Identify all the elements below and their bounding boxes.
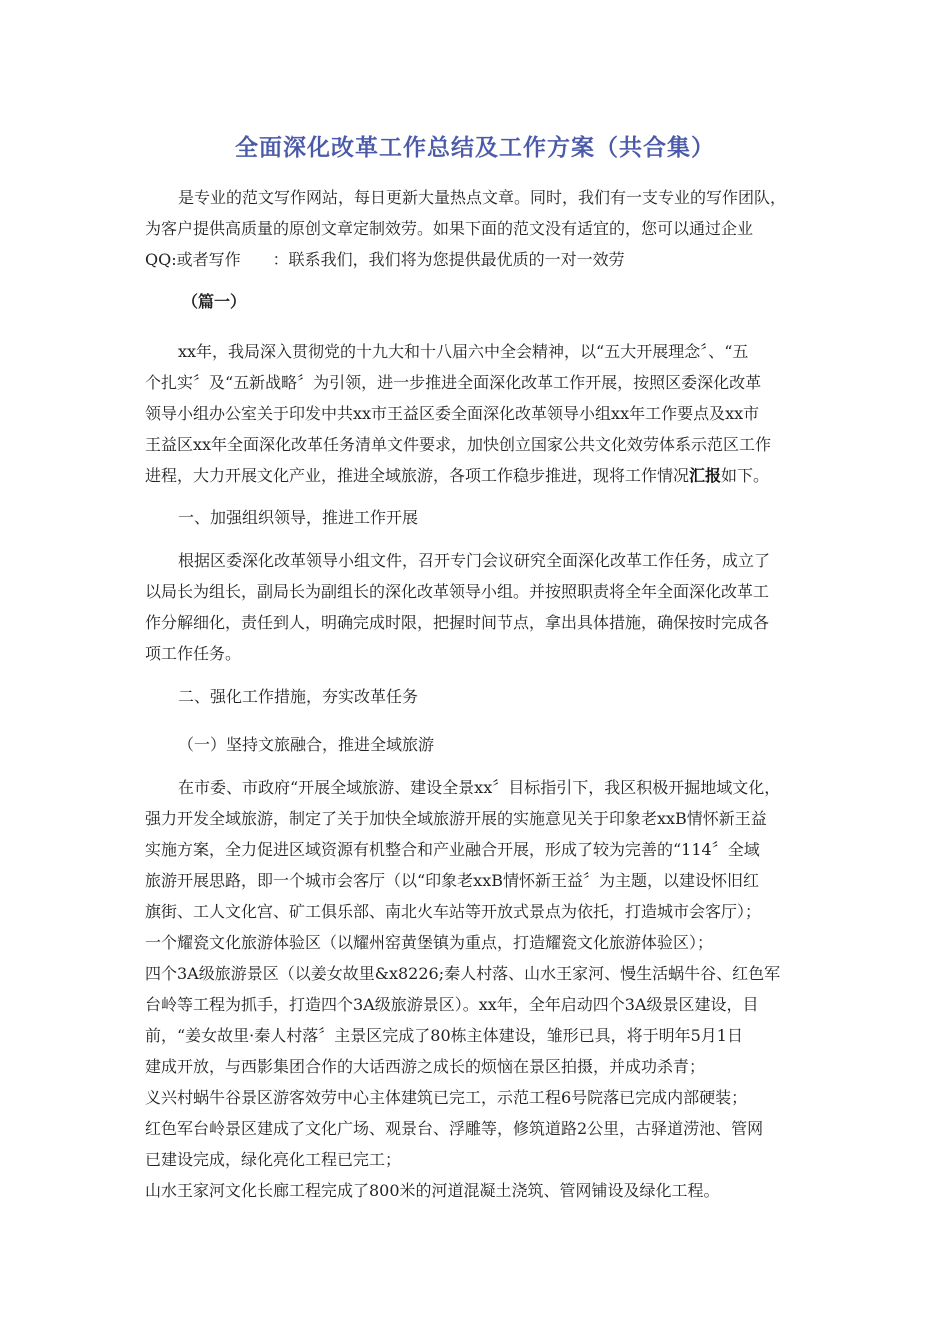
- paragraph-line: 四个3A级旅游景区（以姜女故里&x8226;秦人村落、山水王家河、慢生活蜗牛谷、红色军: [145, 964, 781, 983]
- intro-line: 为客户提供高质量的原创文章定制效劳。如果下面的范文没有适宜的，您可以通过企业: [145, 219, 754, 238]
- paragraph-line: 前，“姜女故里·秦人村落〞主景区完成了80栋主体建设，雏形已具，将于明年5月1日: [145, 1026, 743, 1045]
- paragraph-line: 旅游开展思路，即一个城市会客厅（以“印象老xxB情怀新王益〞为主题，以建设怀旧红: [145, 871, 759, 890]
- paragraph-line: 个扎实〞及“五新战略〞为引领，进一步推进全面深化改革工作开展，按照区委深化改革: [145, 373, 762, 392]
- paragraph-line: 以局长为组长，副局长为副组长的深化改革领导小组。并按照职责将全年全面深化改革工: [145, 582, 770, 601]
- intro-line: QQ:或者写作 ：联系我们，我们将为您提供最优质的一对一效劳: [145, 250, 625, 269]
- paragraph-line: 已建设完成，绿化亮化工程已完工；: [145, 1150, 402, 1169]
- section-heading: 二、强化工作措施，夯实改革任务: [178, 687, 419, 706]
- paragraph-text: 如下。: [721, 466, 770, 485]
- paragraph-text: 进程，大力开展文化产业，推进全域旅游，各项工作稳步推进，现将工作情况: [145, 466, 690, 485]
- highlighted-text: 汇报: [689, 466, 722, 485]
- intro-line: 是专业的范文写作网站，每日更新大量热点文章。同时，我们有一支专业的写作团队，: [178, 188, 787, 207]
- paragraph-line: 领导小组办公室关于印发中共xx市王益区委全面深化改革领导小组xx年工作要点及xx市: [145, 404, 760, 423]
- paragraph-line: [145, 464, 769, 488]
- paragraph-line: 根据区委深化改革领导小组文件，召开专门会议研究全面深化改革工作任务，成立了: [178, 551, 771, 570]
- paragraph-line: 作分解细化，责任到人，明确完成时限，把握时间节点，拿出具体措施，确保按时完成各: [145, 613, 770, 632]
- paragraph-line: 旗街、工人文化宫、矿工俱乐部、南北火车站等开放式景点为依托，打造城市会客厅）；: [145, 902, 762, 921]
- paragraph-line: 实施方案，全力促进区域资源有机整合和产业融合开展，形成了较为完善的“114〞全域: [145, 840, 760, 859]
- paragraph-line: xx年，我局深入贯彻党的十九大和十八届六中全会精神，以“五大开展理念〞、“五: [178, 342, 749, 361]
- document-title: 全面深化改革工作总结及工作方案（共合集）: [235, 135, 715, 161]
- paragraph-line: 强力开发全域旅游，制定了关于加快全域旅游开展的实施意见关于印象老xxB情怀新王益: [145, 809, 767, 828]
- section-label: （篇一）: [182, 292, 247, 311]
- section-heading: 一、加强组织领导，推进工作开展: [178, 508, 419, 527]
- paragraph-line: 义兴村蜗牛谷景区游客效劳中心主体建筑已完工，示范工程6号院落已完成内部硬装；: [145, 1088, 748, 1107]
- paragraph-line: 在市委、市政府“开展全域旅游、建设全景xx〞目标指引下，我区积极开掘地域文化，: [178, 778, 781, 797]
- paragraph-line: 建成开放，与西影集团合作的大话西游之成长的烦恼在景区拍摄，并成功杀青；: [145, 1057, 706, 1076]
- subsection-heading: （一）坚持文旅融合，推进全域旅游: [178, 735, 435, 754]
- paragraph-line: 王益区xx年全面深化改革任务清单文件要求，加快创立国家公共文化效劳体系示范区工作: [145, 435, 772, 454]
- paragraph-line: 山水王家河文化长廊工程完成了800米的河道混凝土浇筑、管网铺设及绿化工程。: [145, 1181, 720, 1200]
- paragraph-line: 项工作任务。: [145, 644, 242, 663]
- paragraph-line: 一个耀瓷文化旅游体验区（以耀州窑黄堡镇为重点，打造耀瓷文化旅游体验区）；: [145, 933, 714, 952]
- paragraph-line: 台岭等工程为抓手，打造四个3A级旅游景区）。xx年，全年启动四个3A级景区建设，目: [145, 995, 759, 1014]
- paragraph-line: 红色军台岭景区建成了文化广场、观景台、浮雕等，修筑道路2公里，古驿道涝池、管网: [145, 1119, 764, 1138]
